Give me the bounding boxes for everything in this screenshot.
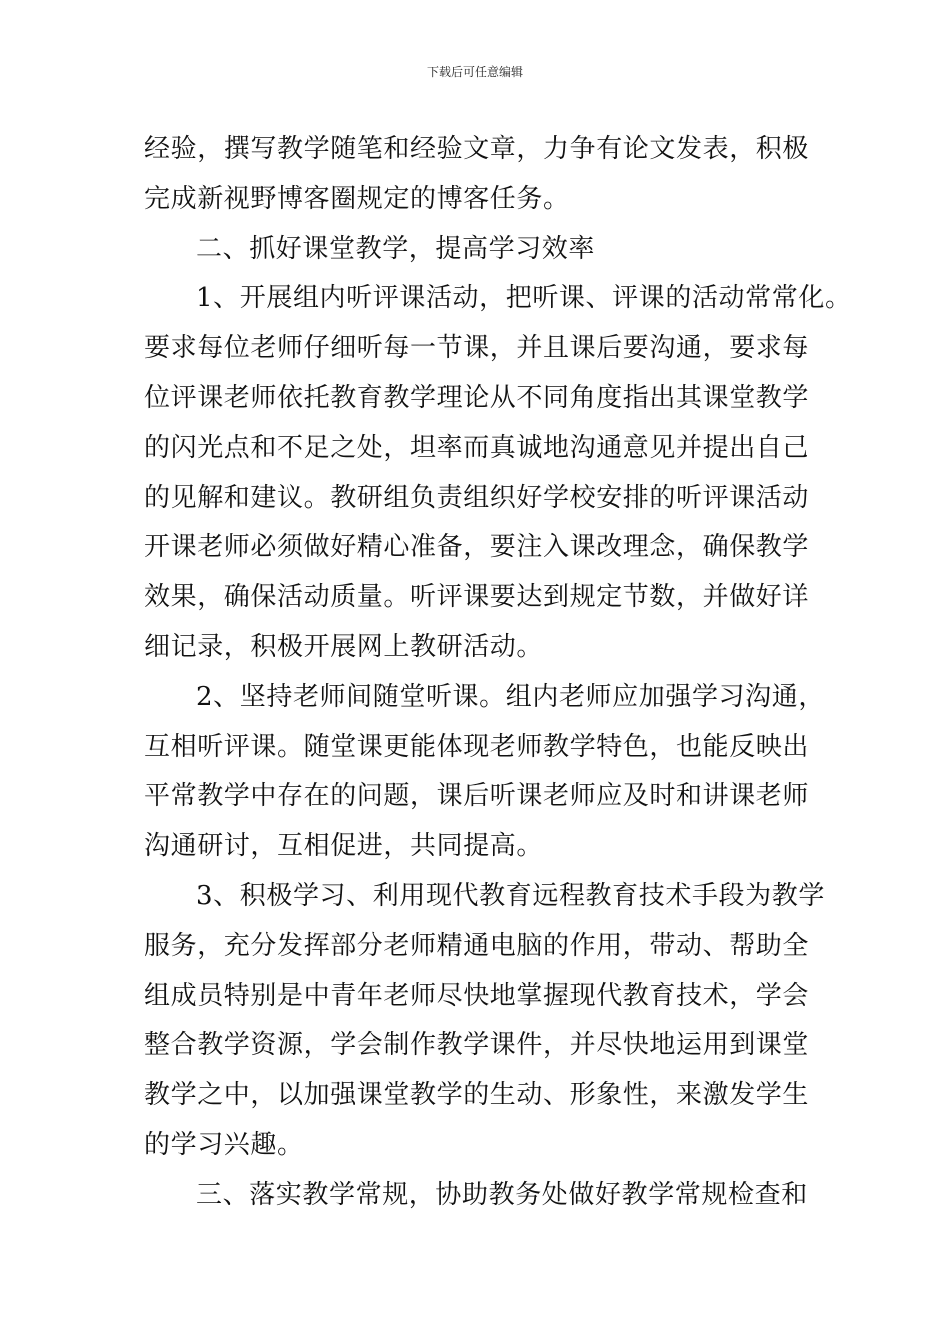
text-line: 细记录，积极开展网上教研活动。 xyxy=(144,631,544,662)
text-line: 组成员特别是中青年老师尽快地掌握现代教育技术，学会 xyxy=(144,980,810,1011)
document-body xyxy=(144,125,852,1221)
text-line: 的见解和建议。教研组负责组织好学校安排的听评课活动 xyxy=(144,482,810,513)
text-line: 沟通研讨，互相促进，共同提高。 xyxy=(144,831,544,862)
text-line: 整合教学资源，学会制作教学课件，并尽快地运用到课堂 xyxy=(144,1030,810,1061)
text-line: 互相听评课。随堂课更能体现老师教学特色，也能反映出 xyxy=(144,731,810,762)
paragraph-start: 2、坚持老师间随堂听课。组内老师应加强学习沟通， xyxy=(196,681,825,712)
paragraph-start: 3、积极学习、利用现代教育远程教育技术手段为教学 xyxy=(196,880,825,911)
text-line: 的闪光点和不足之处，坦率而真诚地沟通意见并提出自己 xyxy=(144,432,810,463)
text-line: 经验，撰写教学随笔和经验文章，力争有论文发表，积极 xyxy=(144,134,810,164)
page-header: 下载后可任意编辑 xyxy=(426,65,523,79)
section-heading: 三、落实教学常规，协助教务处做好教学常规检查和 xyxy=(196,1179,808,1210)
text-line: 教学之中，以加强课堂教学的生动、形象性，来激发学生 xyxy=(144,1080,810,1111)
text-line: 完成新视野博客圈规定的博客任务。 xyxy=(144,183,570,214)
text-line: 效果，确保活动质量。听评课要达到规定节数，并做好详 xyxy=(144,582,810,613)
text-line: 服务，充分发挥部分老师精通电脑的作用，带动、帮助全 xyxy=(144,930,810,961)
text-line: 平常教学中存在的问题，课后听课老师应及时和讲课老师 xyxy=(144,781,810,812)
text-line: 的学习兴趣。 xyxy=(144,1129,304,1160)
text-line: 要求每位老师仔细听每一节课，并且课后要沟通，要求每 xyxy=(144,333,810,364)
section-heading: 二、抓好课堂教学，提高学习效率 xyxy=(196,233,596,264)
text-line: 位评课老师依托教育教学理论从不同角度指出其课堂教学 xyxy=(144,382,810,413)
paragraph-start: 1、开展组内听评课活动，把听课、评课的活动常常化。 xyxy=(196,283,852,314)
text-line: 开课老师必须做好精心准备，要注入课改理念，确保教学 xyxy=(144,532,810,563)
